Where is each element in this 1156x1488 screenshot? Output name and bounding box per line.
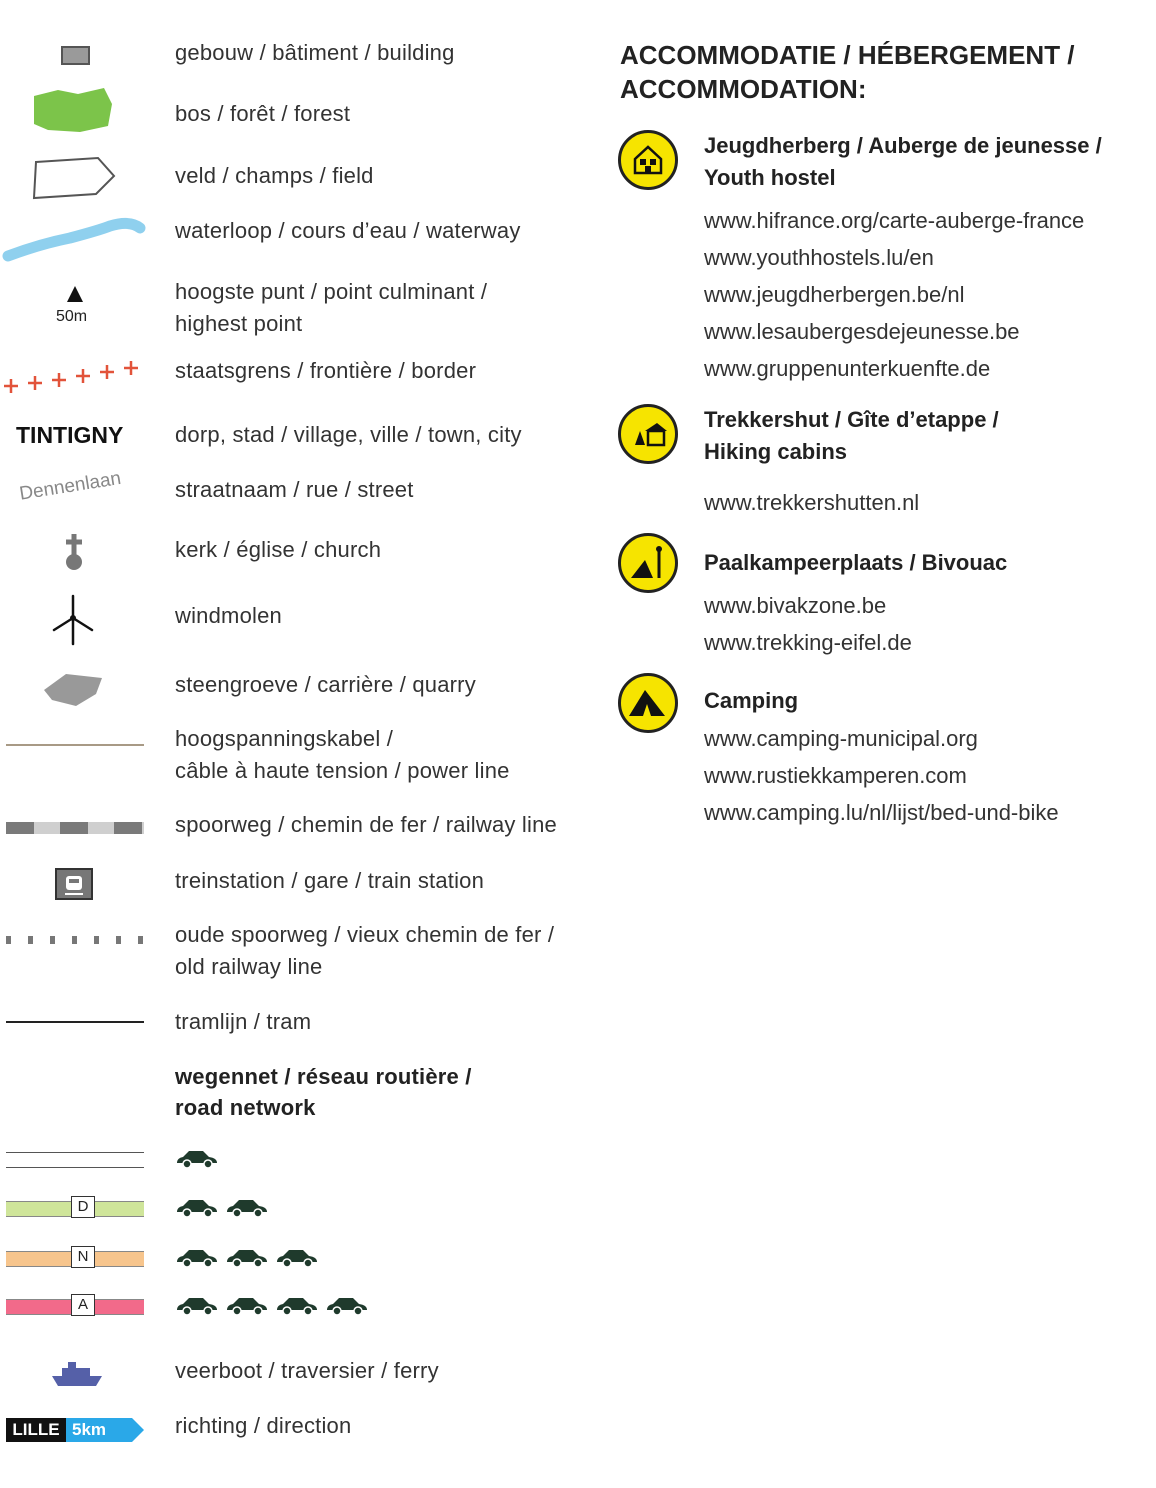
traffic-level-3 — [175, 1246, 325, 1273]
direction-sign — [6, 1418, 146, 1442]
d-road-icon — [6, 1198, 144, 1217]
village-label-sample: TINTIGNY — [16, 422, 124, 448]
power-line-icon — [6, 744, 144, 746]
legend-direction — [0, 1410, 600, 1446]
legend-forest — [0, 86, 600, 136]
car-icon — [175, 1294, 219, 1316]
road-minor-row — [0, 1145, 600, 1175]
link-camping-lu[interactable]: www.camping.lu/nl/lijst/bed-und-bike — [704, 800, 1059, 825]
car-icon — [175, 1246, 219, 1268]
accommodation-bivouac — [618, 533, 1148, 663]
legend-power-line — [0, 722, 600, 788]
legend-label: gebouw / bâtiment / building — [175, 40, 455, 65]
bivouac-icon — [618, 533, 678, 593]
border-icon — [0, 352, 150, 396]
legend-street — [0, 468, 600, 518]
legend-windmill — [0, 592, 600, 646]
legend-train-station — [0, 864, 600, 904]
railway-icon — [6, 822, 144, 834]
car-icon — [175, 1147, 219, 1169]
accommodation-title-line: ACCOMMODATIE / HÉBERGEMENT / — [620, 40, 1075, 70]
legend-label: treinstation / gare / train station — [175, 868, 485, 893]
legend-label: kerk / église / church — [175, 537, 382, 562]
legend-label: highest point — [175, 311, 303, 336]
accommodation-title-line: ACCOMMODATION: — [620, 74, 867, 104]
minor-road-icon — [6, 1152, 144, 1168]
legend-border — [0, 352, 600, 396]
car-icon — [225, 1196, 269, 1218]
legend-label: staatsgrens / frontière / border — [175, 358, 477, 383]
road-N-badge: N — [71, 1246, 95, 1268]
legend-label: spoorweg / chemin de fer / railway line — [175, 812, 557, 837]
legend-label: dorp, stad / village, ville / town, city — [175, 422, 522, 447]
forest-icon — [0, 86, 150, 136]
accommodation-youth-hostel — [618, 130, 1148, 390]
legend-label: waterloop / cours d’eau / waterway — [175, 218, 521, 243]
link-hifrance[interactable]: www.hifrance.org/carte-auberge-france — [704, 208, 1085, 233]
legend-road-network-heading — [0, 1060, 600, 1126]
street-label-sample: Dennenlaan — [18, 467, 123, 505]
direction-distance: 5km — [66, 1418, 132, 1442]
link-trekkershutten[interactable]: www.trekkershutten.nl — [704, 490, 920, 515]
legend-church — [0, 528, 600, 578]
legend-village — [0, 418, 600, 454]
legend-label: hoogspanningskabel / — [175, 726, 394, 751]
legend-label: oude spoorweg / vieux chemin de fer / — [175, 922, 555, 947]
legend-waterway — [0, 214, 600, 264]
accommodation-heading: Camping — [704, 688, 799, 713]
legend-label: richting / direction — [175, 1413, 352, 1438]
train-station-icon — [55, 868, 93, 900]
legend-highest-point — [0, 276, 600, 346]
a-road-icon — [6, 1296, 144, 1315]
old-railway-icon — [6, 936, 146, 944]
link-gruppenunterkuenfte[interactable]: www.gruppenunterkuenfte.de — [704, 356, 991, 381]
accommodation-hiking-cabins — [618, 404, 1148, 524]
legend-label: road network — [175, 1095, 316, 1120]
legend-label: veld / champs / field — [175, 163, 374, 188]
legend-building — [0, 36, 600, 76]
n-road-icon — [6, 1248, 144, 1267]
legend-quarry — [0, 666, 600, 710]
legend-label: old railway line — [175, 954, 323, 979]
accommodation-camping — [618, 673, 1148, 833]
legend-old-railway — [0, 918, 600, 984]
direction-arrow-icon — [132, 1418, 144, 1442]
link-rustiekkamperen[interactable]: www.rustiekkamperen.com — [704, 763, 967, 788]
traffic-level-2 — [175, 1196, 275, 1223]
legend-label: windmolen — [175, 603, 282, 628]
car-icon — [225, 1246, 269, 1268]
car-icon — [275, 1246, 319, 1268]
legend-tram — [0, 1005, 600, 1041]
legend-label: câble à haute tension / power line — [175, 758, 510, 783]
quarry-icon — [0, 666, 150, 710]
waterway-icon — [0, 214, 150, 264]
legend-ferry — [0, 1354, 600, 1390]
direction-city: LILLE — [6, 1418, 66, 1442]
link-trekking-eifel[interactable]: www.trekking-eifel.de — [704, 630, 912, 655]
accommodation-title — [620, 38, 1075, 106]
link-camping-municipal[interactable]: www.camping-municipal.org — [704, 726, 978, 751]
summit-icon — [0, 276, 150, 336]
road-D-row — [0, 1194, 600, 1224]
hiking-cabin-icon — [618, 404, 678, 464]
legend-label: wegennet / réseau routière / — [175, 1064, 472, 1089]
traffic-level-1 — [175, 1147, 225, 1174]
traffic-level-4 — [175, 1294, 375, 1321]
legend-field — [0, 154, 600, 204]
legend-label: veerboot / traversier / ferry — [175, 1358, 439, 1383]
camping-icon — [618, 673, 678, 733]
road-A-row — [0, 1292, 600, 1322]
tram-icon — [6, 1021, 144, 1023]
accommodation-heading: Trekkershut / Gîte d’etappe / — [704, 407, 999, 432]
legend-railway — [0, 808, 600, 844]
accommodation-heading: Hiking cabins — [704, 439, 848, 464]
car-icon — [175, 1196, 219, 1218]
accommodation-heading: Youth hostel — [704, 165, 836, 190]
windmill-icon — [0, 592, 150, 646]
accommodation-heading: Jeugdherberg / Auberge de jeunesse / — [704, 133, 1102, 158]
accommodation-heading: Paalkampeerplaats / Bivouac — [704, 550, 1008, 575]
legend-label: tramlijn / tram — [175, 1009, 312, 1034]
field-icon — [0, 154, 150, 204]
legend-label: straatnaam / rue / street — [175, 477, 414, 502]
car-icon — [275, 1294, 319, 1316]
legend-label: hoogste punt / point culminant / — [175, 279, 488, 304]
ferry-icon — [0, 1354, 150, 1390]
road-D-badge: D — [71, 1196, 95, 1218]
link-bivakzone[interactable]: www.bivakzone.be — [704, 593, 887, 618]
link-lesaubergesdejeunesse[interactable]: www.lesaubergesdejeunesse.be — [704, 319, 1020, 344]
road-N-row — [0, 1244, 600, 1274]
legend-label: steengroeve / carrière / quarry — [175, 672, 476, 697]
car-icon — [225, 1294, 269, 1316]
church-icon — [0, 528, 150, 578]
legend-label: bos / forêt / forest — [175, 101, 351, 126]
road-A-badge: A — [71, 1294, 95, 1316]
car-icon — [325, 1294, 369, 1316]
link-youthhostels-lu[interactable]: www.youthhostels.lu/en — [704, 245, 934, 270]
summit-elevation: 50m — [56, 308, 88, 325]
link-jeugdherbergen[interactable]: www.jeugdherbergen.be/nl — [704, 282, 965, 307]
youth-hostel-icon — [618, 130, 678, 190]
